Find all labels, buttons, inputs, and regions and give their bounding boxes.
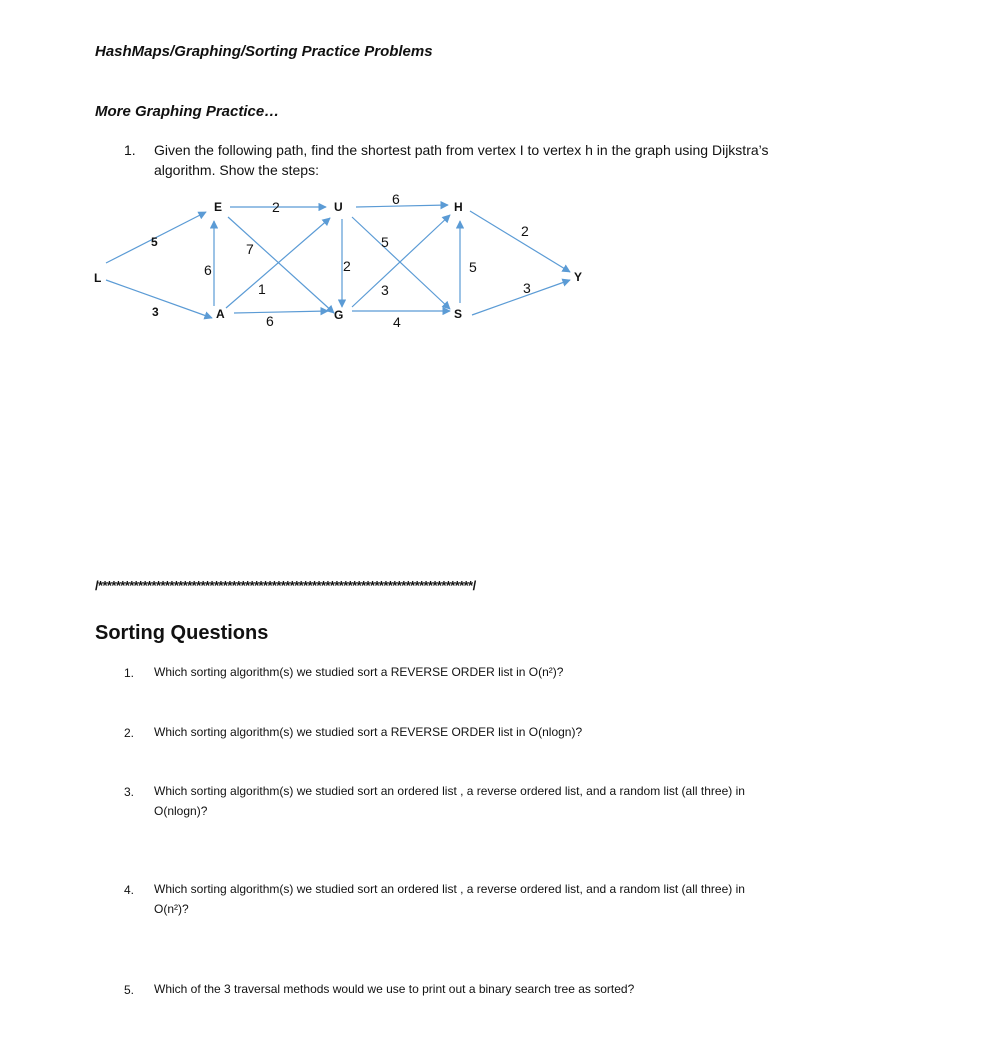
sorting-q4-line1: Which sorting algorithm(s) we studied sort an ordered list , a reverse ordered list, and a random list (all three) in: [154, 882, 745, 896]
weight-H-Y: 2: [521, 223, 529, 239]
dijkstra-graph: [0, 185, 620, 345]
graph-question-number: 1.: [124, 142, 136, 158]
sorting-q5-line1: Which of the 3 traversal methods would we use to print out a binary search tree as sorted?: [154, 982, 635, 996]
graphing-section-title: More Graphing Practice…: [95, 103, 280, 120]
graph-question-line2: algorithm. Show the steps:: [154, 162, 319, 178]
edge-H-Y: [470, 211, 570, 272]
edge-E-G: [228, 217, 334, 313]
sorting-section-title: Sorting Questions: [95, 622, 269, 644]
vertex-E: E: [214, 200, 223, 214]
sorting-q1-text: [154, 662, 854, 682]
sorting-q1-line1: Which sorting algorithm(s) we studied sort a REVERSE ORDER list in O(n²)?: [154, 665, 564, 679]
section-divider: /************************************************************************************/: [95, 578, 476, 593]
sorting-q3-line1: Which sorting algorithm(s) we studied sort an ordered list , a reverse ordered list, and a random list (all three) in: [154, 784, 745, 798]
sorting-q2-text: [154, 722, 854, 742]
sorting-q4-number: 4.: [124, 883, 135, 897]
graph-question-text: [154, 140, 874, 180]
weight-U-S: 5: [381, 234, 389, 250]
sorting-q3-text: [154, 781, 874, 821]
weight-A-G: 6: [266, 313, 274, 329]
edge-S-Y: [472, 280, 570, 315]
weight-E-U: 2: [272, 199, 280, 215]
vertex-L: L: [94, 271, 102, 285]
vertex-A: A: [216, 307, 225, 321]
weight-A-U: 1: [258, 281, 266, 297]
vertex-S: S: [454, 307, 463, 321]
sorting-q5-text: [154, 979, 854, 999]
edge-U-H: [356, 205, 448, 207]
sorting-q4-text: [154, 879, 874, 919]
edge-U-S: [352, 217, 450, 309]
sorting-q2-line1: Which sorting algorithm(s) we studied sort a REVERSE ORDER list in O(nlogn)?: [154, 725, 583, 739]
weight-G-S: 4: [393, 314, 401, 330]
vertex-H: H: [454, 200, 463, 214]
vertex-U: U: [334, 200, 343, 214]
weight-G-H: 3: [381, 282, 389, 298]
vertex-G: G: [334, 308, 344, 322]
sorting-q2-number: 2.: [124, 726, 135, 740]
weight-E-G: 7: [246, 241, 254, 257]
edge-L-A: [106, 280, 212, 318]
edge-A-G: [234, 311, 328, 313]
weight-L-A: 3: [152, 305, 159, 319]
sorting-q3-line2: O(nlogn)?: [154, 804, 208, 818]
sorting-q1-number: 1.: [124, 666, 135, 680]
sorting-q4-line2: O(n²)?: [154, 902, 189, 916]
graph-question-line1: Given the following path, find the shortest path from vertex I to vertex h in the graph using Dijkstra’s: [154, 142, 769, 158]
vertex-Y: Y: [574, 270, 583, 284]
weight-S-H: 5: [469, 259, 477, 275]
weight-S-Y: 3: [523, 280, 531, 296]
document-title: HashMaps/Graphing/Sorting Practice Problems: [95, 43, 433, 60]
weight-U-G: 2: [343, 258, 351, 274]
weight-L-E: 5: [151, 235, 158, 249]
sorting-q5-number: 5.: [124, 983, 135, 997]
weight-A-E: 6: [204, 262, 212, 278]
weight-U-H: 6: [392, 191, 400, 207]
edge-G-H: [352, 215, 450, 307]
sorting-q3-number: 3.: [124, 785, 135, 799]
